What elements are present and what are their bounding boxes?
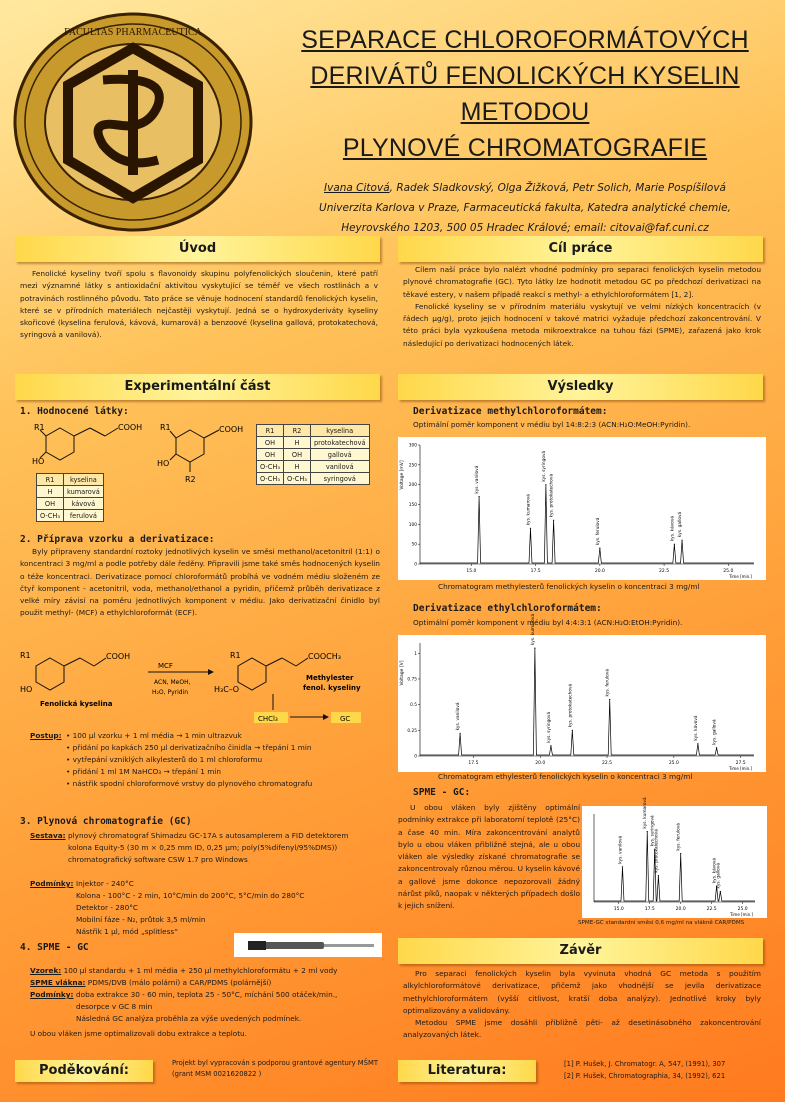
zaver-heading: Závěr <box>398 938 763 964</box>
x-tick-label: 20.0 <box>594 569 605 574</box>
res-d2-heading: Derivatizace ethylchloroformátem: <box>413 603 602 614</box>
reference-1: [1] P. Hušek, J. Chromatogr. A, 547, (1991), 307 <box>564 1060 726 1068</box>
x-tick-label: 22.5 <box>602 761 613 766</box>
vysledky-heading: Výsledky <box>398 374 763 400</box>
peak-label: kys. protokatechová <box>568 683 574 728</box>
cinnamic-acids-table: R1 kyselina H kumarová OH kávová O-CH₃ ferulová <box>36 473 104 522</box>
peak-label: kys. ferulová <box>595 517 601 546</box>
y-tick-label: 1 <box>414 651 417 657</box>
peak-apex <box>697 743 698 744</box>
svg-text:MCF: MCF <box>158 662 173 670</box>
podminky-list: Injektor - 240°C Kolona - 100°C - 2 min, 10°C/min do 200°C, 5°C/min do 280°C Detektor - 280°C Mobilní fáze - N₂, průtok 3,5 ml/min Nástřik 1 µl, mód „splitless“ <box>76 879 305 936</box>
title-line-2: DERIVÁTŮ FENOLICKÝCH KYSELIN <box>310 62 740 90</box>
peak-label: kys. gallová <box>712 719 718 745</box>
podekovani-label: Poděkování: <box>15 1060 153 1082</box>
res-d1-sub: Optimální poměr komponent v médiu byl 14:8:2:3 (ACN:H₂O:MeOH:Pyridin). <box>413 420 691 429</box>
y-tick-label: 300 <box>408 443 417 449</box>
peak-label: kys. gallová <box>678 511 684 538</box>
peak-label: kys. kávová <box>670 515 676 542</box>
svg-text:Methylester: Methylester <box>306 674 354 682</box>
svg-text:COOH: COOH <box>106 652 131 661</box>
x-tick-label: 15.0 <box>613 907 624 912</box>
peak-label: kys. kumarová <box>526 494 532 526</box>
peak-apex <box>609 699 610 700</box>
exp-s2-heading: 2. Příprava vzorku a derivatizace: <box>20 534 215 545</box>
peak-apex <box>647 831 648 832</box>
x-tick-label: 25.0 <box>737 907 748 912</box>
svg-text:COOH: COOH <box>118 423 143 432</box>
peak-label: kys. vanilová <box>618 835 624 864</box>
peak-label: kys. ferulová <box>605 669 611 697</box>
cinnamic-structure <box>30 418 155 468</box>
peak-label: kys. syringová <box>546 711 552 743</box>
exp-heading: Experimentální část <box>15 374 380 400</box>
peak-label: kys. gallová <box>716 863 722 889</box>
y-tick-label: 50 <box>411 542 417 548</box>
y-tick-label: 150 <box>408 503 417 508</box>
benzoic-acids-table: R1 R2 kyselina OH H protokatechová OH OH gallová O-CH₃ H vanilová O-CH₃ O-CH₃ syringová <box>256 424 370 485</box>
x-tick-label: 17.5 <box>468 761 479 766</box>
peak-label: kys. kávová <box>712 857 718 884</box>
svg-text:HO: HO <box>20 685 33 694</box>
x-tick-label: 17.5 <box>644 907 655 912</box>
svg-text:H₂O, Pyridin: H₂O, Pyridin <box>152 689 189 696</box>
svg-text:COOCH₃: COOCH₃ <box>308 652 341 661</box>
peak-apex <box>534 648 535 649</box>
x-tick-label: 22.5 <box>659 569 670 574</box>
peak-label: kys. kumarová <box>643 797 649 829</box>
affiliation: Univerzita Karlova v Praze, Farmaceutická fakulta, Katedra analytické chemie, <box>319 202 731 214</box>
x-tick-label: 25.0 <box>723 569 734 574</box>
svg-text:R1: R1 <box>230 651 241 660</box>
res-d1-heading: Derivatizace methylchloroformátem: <box>413 406 608 417</box>
spme-text: U obou vláken byly zjištěny optimální podmínky extrakce při laboratorní teplotě (25°C) a čase 40 min. Míra zakoncentrování analytů bylo u obou vláken přibližně stejná, ale u obou vláken ale výsledky získané chromatografie se zakoncentrovaly různou měrou. U kyselin kávové a gallové jsme dokonce nepozorovali žádný nárůst píků, naopak v některých případech došlo k jejich snížení. <box>398 803 580 911</box>
grant-text: Projekt byl vypracován s podporou grantové agentury MŠMT (grant MSM 0021620822 ) <box>172 1059 378 1078</box>
y-tick-label: 0 <box>414 754 417 760</box>
peak-apex <box>720 891 721 892</box>
peak-apex <box>716 747 717 748</box>
peak-apex <box>572 730 573 731</box>
address: Heyrovského 1203, 500 05 Hradec Králové; email: citovai@faf.cuni.cz <box>341 222 709 234</box>
podm2-label: Podmínky: <box>30 990 74 999</box>
svg-text:HO: HO <box>32 457 45 466</box>
chart-ethyl-caption: Chromatogram ethylesterů fenolických kyselin o koncentraci 3 mg/ml <box>438 772 693 781</box>
first-author: Ivana Citová <box>324 182 390 194</box>
svg-text:fenol. kyseliny: fenol. kyseliny <box>303 684 361 692</box>
vlakna-line: SPME vlákna: PDMS/DVB (málo polární) a CAR/PDMS (polárnější) <box>30 978 272 987</box>
peak-label: kys. vanilová <box>475 465 481 494</box>
peak-label: kys. kávová <box>693 715 699 741</box>
svg-text:R1: R1 <box>34 423 45 432</box>
derivatization-scheme <box>18 646 383 728</box>
authors-block <box>275 178 775 238</box>
chart-methyl-caption: Chromatogram methylesterů fenolických kyselin o koncentraci 3 mg/ml <box>438 582 700 591</box>
y-tick-label: 100 <box>408 522 417 528</box>
peak-apex <box>622 866 623 867</box>
spme-heading: SPME - GC: <box>413 787 471 798</box>
peak-apex <box>658 875 659 876</box>
peak-apex <box>530 528 531 529</box>
peak-apex <box>674 544 675 545</box>
peak-label: kys. protokatechová <box>654 829 660 873</box>
reference-2: [2] P. Hušek, Chromatographia, 34, (1992), 621 <box>564 1072 726 1080</box>
sestava-label: Sestava: <box>30 831 66 840</box>
y-tick-label: 250 <box>408 463 417 469</box>
svg-text:GC: GC <box>340 715 351 723</box>
title-line-4: PLYNOVÉ CHROMATOGRAFIE <box>342 134 708 162</box>
x-axis-label: Time [min.] <box>729 766 752 771</box>
peak-apex <box>459 733 460 734</box>
cil-heading: Cíl práce <box>398 236 763 262</box>
svg-text:Fenolická kyselina: Fenolická kyselina <box>40 700 113 708</box>
svg-text:ACN, MeOH,: ACN, MeOH, <box>154 679 191 686</box>
svg-text:HO: HO <box>157 459 170 468</box>
postup-label: Postup: <box>30 731 62 740</box>
peak-label: kys. ferulová <box>676 823 682 851</box>
peak-apex <box>553 520 554 521</box>
svg-text:FACULTAS PHARMACEUTICA: FACULTAS PHARMACEUTICA <box>64 27 202 38</box>
y-axis-label: Voltage [mV] <box>400 460 405 490</box>
poster-title <box>270 22 780 166</box>
res-d2-sub: Optimální poměr komponent v médiu byl 4:4:3:1 (ACN:H₂O:EtOH:Pyridin). <box>413 618 683 627</box>
spme-summary: U obou vláken jsme optimalizovali dobu extrakce a teplotu. <box>30 1029 248 1038</box>
chromatogram-trace <box>420 648 754 755</box>
peak-apex <box>599 548 600 549</box>
exp-s3-heading: 3. Plynová chromatografie (GC) <box>20 816 192 827</box>
peak-label: kys. syringová <box>541 450 547 482</box>
y-tick-label: 200 <box>408 483 417 489</box>
spme-fiber-image <box>234 933 382 957</box>
y-axis-label: Voltage [V] <box>400 660 405 686</box>
postup-list: • 100 µl vzorku + 1 ml média → 1 min ultrazvuk • přidání po kapkách 250 µl derivatizačního činidla → třepání 1 min • vytřepání vzniklých alkylesterů do 1 ml chloroformu • přidání 1 ml 1M NaHCO₃ → třepání 1 min • nástřik spodní chloroformové vrstvy do plynového chromatografu <box>66 730 376 790</box>
peak-apex <box>550 745 551 746</box>
peak-apex <box>680 853 681 854</box>
x-tick-label: 25.0 <box>668 761 679 766</box>
peak-label: kys. syringová <box>650 815 656 847</box>
x-tick-label: 27.5 <box>735 761 746 766</box>
peak-label: kys. kumarová <box>530 613 536 646</box>
chromatogram-trace <box>420 485 754 563</box>
exp-s2-text: Byly připraveny standardní roztoky jednotlivých kyselin ve směsi methanol/acetonitril (1:1) o koncentraci 3 mg/ml a podle potřeby dále ředěny. Připravili jsme také směs hodnocených kyselin o téže koncentraci. Derivatizace pomocí chloroformátů probíhá ve vodném médiu složeném ze čtyř komponent - acetonitril, voda, methanol/ethanol a pyridin, přičemž průběh derivatizace z velké míry závisí na poměru jednotlivých komponent v médiu. Jako derivatizační činidlo byl použit methyl- (MCF) a ethylchloroformát (ECF). <box>20 547 380 618</box>
podminky-label: Podmínky: <box>30 879 74 888</box>
sestava-list: plynový chromatograf Shimadzu GC-17A s autosamplerem a FID detektorem kolona Equity-5 (30 m × 0,25 mm ID, 0,25 µm; poly(5%difenyl/95%DMS)) chromatografický software CSW 1.7 pro Windows <box>68 831 349 864</box>
peak-apex <box>545 484 546 485</box>
x-tick-label: 20.0 <box>535 761 546 766</box>
co-authors: , Radek Sladkovský, Olga Žižková, Petr Solich, Marie Pospíšilová <box>389 182 726 194</box>
university-seal-logo <box>8 10 263 235</box>
literatura-label: Literatura: <box>398 1060 536 1082</box>
uvod-heading: Úvod <box>15 236 380 262</box>
peak-label: kys. protokatechová <box>549 473 555 518</box>
y-tick-label: 0.25 <box>407 728 417 734</box>
y-tick-label: 0 <box>414 562 417 568</box>
svg-text:H₃C–O: H₃C–O <box>214 685 240 694</box>
chart-methyl <box>398 437 766 580</box>
x-tick-label: 17.5 <box>530 569 541 574</box>
exp-s4-heading: 4. SPME - GC <box>20 942 89 953</box>
chart-spme <box>582 797 767 918</box>
uvod-text: Fenolické kyseliny tvoří spolu s flavonoidy skupinu polyfenolických sloučenin, které patří mezi významné látky s antioxidační aktivitou vyskytující se téměř ve všech rostlinách a v potravinách rostlinného původu. Tato práce se věnuje hodnocení standardů fenolických kyselin, které se v přírodních materiálech nejčastěji vyskytují. Jedná se o hydroxyderiváty kyseliny skořicové (kyselina ferulová, kávová, kumarová) a benzoové (kyselina gallová, protokatechová, syringová a vanilová). <box>20 269 378 340</box>
exp-s1-heading: 1. Hodnocené látky: <box>20 406 129 417</box>
title-line-1: SEPARACE CHLOROFORMÁTOVÝCH <box>301 26 749 54</box>
peak-label: kys. vanilová <box>456 702 462 731</box>
x-tick-label: 22.5 <box>706 907 717 912</box>
y-tick-label: 0.75 <box>407 677 417 683</box>
svg-text:R1: R1 <box>20 651 31 660</box>
x-tick-label: 15.0 <box>466 569 477 574</box>
podm2-list: doba extrakce 30 - 60 min, teplota 25 - 50°C, míchání 500 otáček/min., desorpce v GC 8 min Následná GC analýza proběhla za výše uvedených podmínek. <box>76 990 338 1023</box>
x-axis-label: Time [min.] <box>729 574 752 579</box>
title-line-3: METODOU <box>460 98 590 126</box>
benzoic-structure <box>155 418 255 488</box>
svg-text:CHCl₃: CHCl₃ <box>258 715 278 723</box>
vzorek-line: Vzorek: 100 µl standardu + 1 ml média + 250 µl methylchloroformátu + 2 ml vody <box>30 966 338 975</box>
svg-text:COOH: COOH <box>219 425 244 434</box>
references <box>564 1058 764 1082</box>
cil-text: Cílem naší práce bylo nalézt vhodné podmínky pro separaci fenolických kyselin metodou plynové chromatografie (GC). Tyto látky lze hodnotit metodou GC po předchozí derivatizaci na těkavé estery, v našem případě reakcí s methyl- a ethylchloroformátem [1, 2]. Fenolické kyseliny se v přírodním materiálu vyskytují ve velmi nízkých koncentracích (v řádech µg/g), proto jejich hodnocení v takové matrici vyžaduje předchozí zakoncentrování. V této práci byla vyzkoušena metoda mikroextrakce na tuhou fázi (SPME), zařazená jako krok následující po derivatizaci hodnocených látek. <box>403 265 761 348</box>
y-tick-label: 0.5 <box>410 703 417 709</box>
svg-text:R1: R1 <box>160 423 171 432</box>
svg-text:R2: R2 <box>185 475 196 484</box>
x-tick-label: 20.0 <box>675 907 686 912</box>
chart-spme-caption: SPME-GC standardní směsi 0,6 mg/ml na vlákně CAR/PDMS <box>578 920 745 926</box>
peak-apex <box>478 496 479 497</box>
x-axis-label: Time [min.] <box>730 912 753 917</box>
zaver-text: Pro separaci fenolických kyselin byla vyvinuta vhodná GC metoda s použitím alkylchloroformátové derivatizace, přičemž jako vhodnější se jevila derivatizace methylchloroformátem (vyšší citlivost, kratší doba analýzy). Jednotlivé kroky byly optimalizovány a validovány. Metodou SPME jsme dosáhli přibližně pěti- až desetinásobného zakoncentrování analyzovaných látek. <box>403 969 761 1040</box>
peak-apex <box>681 540 682 541</box>
